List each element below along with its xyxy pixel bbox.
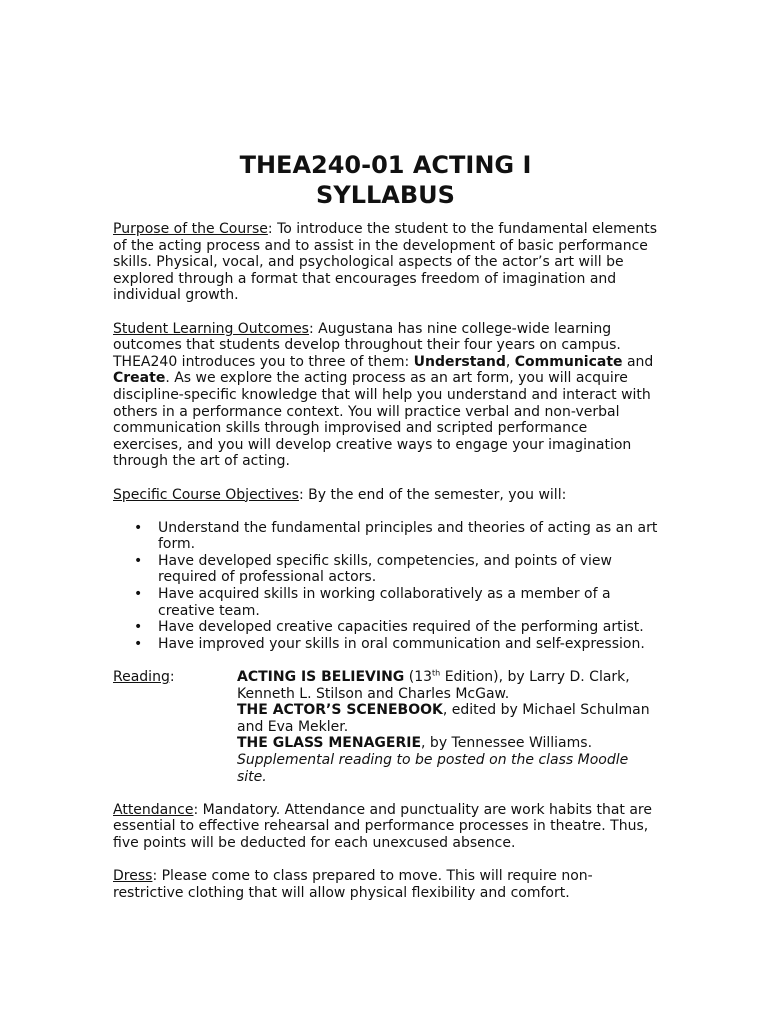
purpose-section: Purpose of the Course: To introduce the student to the fundamental elements of the acting process and to assist in the development of basic performance skills. Physical, vocal, and psychological aspects of the actor’s art will be explored through a format that encourages freedom of imagination and individual growth.	[113, 221, 658, 304]
supplemental-text: Supplemental reading to be posted on the class Moodle site.	[237, 752, 629, 785]
book-3-rest: , by Tennessee Williams.	[421, 735, 593, 752]
outcomes-heading: Student Learning Outcomes	[113, 320, 309, 337]
outcomes-text-a: Augustana has nine college-wide learning outcomes that students develop throughout their four years on campus. THEA240 introduces you to three of them:	[113, 320, 621, 370]
page-title	[113, 150, 658, 210]
book-1-edition: (13	[404, 669, 433, 686]
outcomes-sep-2: and	[622, 353, 654, 370]
dress-heading: Dress	[113, 868, 153, 885]
objectives-heading: Specific Course Objectives	[113, 486, 299, 503]
reading-book-1	[237, 669, 658, 702]
outcomes-text-b: . As we explore the acting process as an art form, you will acquire discipline-specific knowledge that will help you understand and interact with others in a performance context. You will practice verbal and non-verbal communication skills through improvised and scripted performance exercises, and you will develop creative ways to engage your imagination through the art of acting.	[113, 370, 651, 470]
outcome-term-communicate: Communicate	[514, 353, 623, 370]
attendance-heading: Attendance	[113, 801, 194, 818]
reading-book-3	[237, 735, 658, 752]
attendance-section: Attendance: Mandatory. Attendance and punctuality are work habits that are essential to effective rehearsal and performance processes in theatre. Thus, five points will be deducted for each unexcused absence.	[113, 801, 652, 851]
title-line-2: SYLLABUS	[316, 181, 455, 209]
list-item: • Have improved your skills in oral communication and self-expression.	[158, 636, 658, 653]
objectives-intro: By the end of the semester, you will:	[308, 486, 567, 503]
reading-heading: Reading	[113, 669, 170, 686]
outcomes-sep-1: ,	[505, 353, 515, 370]
outcome-term-understand: Understand	[413, 353, 506, 370]
reading-section	[113, 669, 658, 785]
book-2-rest: , edited by Michael Schulman and Eva Mekler.	[237, 702, 650, 735]
book-2-title: THE ACTOR’S SCENEBOOK	[237, 702, 443, 719]
book-1-title: ACTING IS BELIEVING	[237, 669, 405, 686]
outcome-term-create: Create	[113, 370, 166, 387]
book-1-sup: th	[432, 668, 441, 678]
reading-book-2	[237, 702, 658, 735]
objectives-section: Specific Course Objectives: By the end of the semester, you will:	[113, 486, 567, 503]
attendance-text: Mandatory. Attendance and punctuality are work habits that are essential to effective rehearsal and performance processes in theatre. Thus, five points will be deducted for each unexcused absence.	[113, 801, 652, 851]
list-item: • Understand the fundamental principles and theories of acting as an art form.	[158, 520, 658, 553]
reading-supplemental	[237, 752, 658, 785]
list-item: • Have acquired skills in working collaboratively as a member of a creative team.	[158, 586, 658, 619]
dress-text: Please come to class prepared to move. This will require non-restrictive clothing that will allow physical flexibility and comfort.	[113, 868, 593, 901]
reading-colon: :	[169, 669, 175, 686]
title-line-1: THEA240-01 ACTING I	[239, 151, 532, 179]
purpose-heading: Purpose of the Course	[113, 221, 268, 237]
reading-list	[237, 669, 658, 785]
dress-section: Dress: Please come to class prepared to move. This will require non-restrictive clothing that will allow physical flexibility and comfort.	[113, 868, 593, 901]
list-item: • Have developed creative capacities required of the performing artist.	[158, 619, 658, 636]
reading-label	[113, 669, 237, 785]
syllabus-body	[113, 221, 658, 918]
purpose-text: To introduce the student to the fundamental elements of the acting process and to assist in the development of basic performance skills. Physical, vocal, and psychological aspects of the actor’s art will be explored through a format that encourages freedom of imagination and individual growth.	[113, 221, 658, 304]
book-1-rest: Edition), by Larry D. Clark, Kenneth L. Stilson and Charles McGaw.	[237, 669, 630, 702]
outcomes-section: Student Learning Outcomes: Augustana has nine college-wide learning outcomes that students develop throughout their four years on campus. THEA240 introduces you to three of them: Understand, Communicate and Create. As we explore the acting process as an art form, you will acquire discipline-specific knowledge that will help you understand and interact with others in a performance context. You will practice verbal and non-verbal communication skills through improvised and scripted performance exercises, and you will develop creative ways to engage your imagination through the art of acting.	[113, 320, 654, 470]
list-item: • Have developed specific skills, competencies, and points of view required of professional actors.	[158, 553, 658, 586]
objectives-list	[113, 520, 658, 653]
book-3-title: THE GLASS MENAGERIE	[237, 735, 422, 752]
